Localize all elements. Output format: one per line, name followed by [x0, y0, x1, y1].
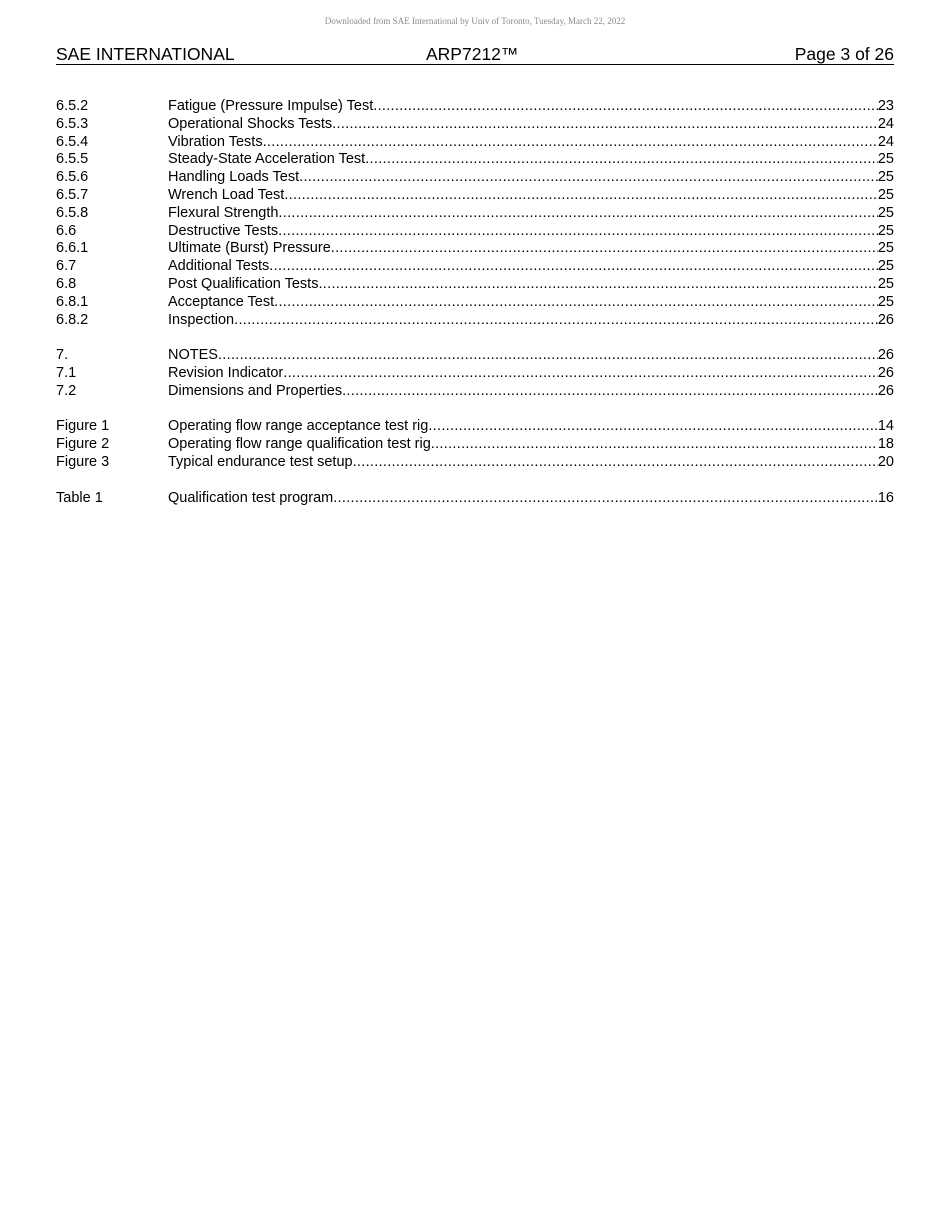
- toc-entry-page: 26: [877, 347, 894, 364]
- toc-entry[interactable]: [56, 347, 894, 365]
- toc-entry-number: 6.8.2: [56, 311, 89, 328]
- page-header: [56, 44, 894, 65]
- toc-spacer: [56, 472, 894, 490]
- toc-entry-number: 6.5.3: [56, 115, 89, 132]
- toc-entry-number: 6.5.8: [56, 204, 89, 221]
- toc-entry-page: 25: [877, 240, 894, 257]
- toc-leader-dots: [278, 223, 878, 241]
- toc-entry-page: 25: [877, 293, 894, 310]
- toc-entry-title: Post Qualification Tests: [168, 275, 319, 292]
- toc-entry[interactable]: [56, 187, 894, 205]
- toc-entry-title: Ultimate (Burst) Pressure: [168, 240, 331, 257]
- toc-entry-number: 7.: [56, 347, 69, 364]
- toc-entry-page: 26: [877, 311, 894, 328]
- toc-entry-number: 7.2: [56, 382, 77, 399]
- toc-leader-dots: [428, 418, 878, 436]
- toc-leader-dots: [263, 134, 878, 152]
- toc-entry-page: 24: [877, 133, 894, 150]
- toc-entry-title: Inspection: [168, 311, 235, 328]
- toc-entry-title: Fatigue (Pressure Impulse) Test: [168, 98, 374, 114]
- toc-leader-dots: [283, 365, 878, 383]
- toc-entry-page: 25: [877, 151, 894, 168]
- toc-leader-dots: [284, 187, 878, 205]
- toc-entry-number: 6.8: [56, 275, 77, 292]
- toc-figure-entry[interactable]: [56, 436, 894, 454]
- toc-leader-dots: [342, 383, 878, 401]
- toc-entry-title: Dimensions and Properties: [168, 382, 343, 399]
- toc-entry-page: 25: [877, 258, 894, 275]
- header-doc-id: ARP7212™: [426, 44, 519, 64]
- toc-entry[interactable]: [56, 205, 894, 223]
- toc-entry-page: 25: [877, 186, 894, 203]
- toc-leader-dots: [431, 436, 878, 454]
- toc-entry-number: 6.5.4: [56, 133, 89, 150]
- toc-leader-dots: [353, 454, 878, 472]
- toc-leader-dots: [218, 347, 878, 365]
- toc-entry-title: Additional Tests: [168, 258, 270, 275]
- toc-entry-title: Qualification test program: [168, 489, 334, 506]
- toc-entry[interactable]: [56, 134, 894, 152]
- toc-entry-page: 25: [877, 204, 894, 221]
- toc-entry-number: 7.1: [56, 364, 77, 381]
- toc-entry[interactable]: [56, 116, 894, 134]
- toc-entry-title: Destructive Tests: [168, 222, 279, 239]
- toc-entry-number: Figure 3: [56, 453, 110, 470]
- toc-leader-dots: [318, 276, 877, 294]
- toc-entry-number: 6.7: [56, 258, 77, 275]
- toc-entry[interactable]: [56, 98, 894, 116]
- toc-entry[interactable]: [56, 240, 894, 258]
- toc-entry-title: Typical endurance test setup: [168, 453, 353, 470]
- toc-entry-title: Handling Loads Test: [168, 169, 300, 186]
- toc-spacer: [56, 329, 894, 347]
- toc-leader-dots: [373, 98, 878, 116]
- toc-entry-number: 6.6.1: [56, 240, 89, 257]
- toc-entry-number: 6.5.6: [56, 169, 89, 186]
- toc-entry-page: 25: [877, 222, 894, 239]
- download-watermark: Downloaded from SAE International by Univ of Toronto, Tuesday, March 22, 2022: [324, 16, 626, 26]
- toc-entry-number: 6.8.1: [56, 293, 89, 310]
- toc-entry-number: Figure 2: [56, 436, 110, 453]
- toc-entry-page: 16: [877, 489, 894, 506]
- toc-leader-dots: [234, 312, 878, 330]
- toc-entry[interactable]: [56, 276, 894, 294]
- toc-spacer: [56, 401, 894, 419]
- toc-entry[interactable]: [56, 294, 894, 312]
- toc-leader-dots: [332, 116, 878, 134]
- toc-entry-number: Table 1: [56, 489, 103, 506]
- toc-figure-entry[interactable]: [56, 418, 894, 436]
- toc-leader-dots: [333, 490, 878, 508]
- toc-entry-page: 26: [877, 364, 894, 381]
- toc-entry-page: 25: [877, 275, 894, 292]
- toc-entry-title: Vibration Tests: [168, 133, 263, 150]
- toc-entry[interactable]: [56, 151, 894, 169]
- toc-entry-number: Figure 1: [56, 418, 110, 435]
- toc-leader-dots: [365, 151, 878, 169]
- toc-leader-dots: [278, 205, 877, 223]
- toc-entry[interactable]: [56, 169, 894, 187]
- toc-entry-page: 20: [877, 453, 894, 470]
- toc-entry-page: 23: [877, 98, 894, 114]
- toc-leader-dots: [269, 258, 878, 276]
- toc-entry-title: Revision Indicator: [168, 364, 284, 381]
- toc-entry-page: 18: [877, 436, 894, 453]
- toc-entry-title: Operating flow range acceptance test rig: [168, 418, 429, 435]
- toc-entry-title: Wrench Load Test: [168, 186, 285, 203]
- toc-figure-entry[interactable]: [56, 454, 894, 472]
- toc-entry-title: Steady-State Acceleration Test: [168, 151, 366, 168]
- toc-entry-title: Acceptance Test: [168, 293, 275, 310]
- toc-entry[interactable]: [56, 365, 894, 383]
- toc-entry-number: 6.5.7: [56, 186, 89, 203]
- toc-entry-number: 6.5.2: [56, 98, 89, 114]
- toc-entry-number: 6.5.5: [56, 151, 89, 168]
- toc-entry[interactable]: [56, 223, 894, 241]
- toc-entry-title: Flexural Strength: [168, 204, 279, 221]
- table-of-contents: [56, 98, 894, 507]
- toc-table-entry[interactable]: [56, 490, 894, 508]
- toc-entry-title: Operational Shocks Tests: [168, 115, 333, 132]
- toc-entry-title: Operating flow range qualification test rig: [168, 436, 431, 453]
- toc-entry-page: 24: [877, 115, 894, 132]
- toc-entry[interactable]: [56, 312, 894, 330]
- toc-entry[interactable]: [56, 258, 894, 276]
- toc-entry-title: NOTES: [168, 347, 218, 364]
- toc-leader-dots: [331, 240, 878, 258]
- toc-leader-dots: [274, 294, 878, 312]
- toc-entry[interactable]: [56, 383, 894, 401]
- toc-entry-page: 25: [877, 169, 894, 186]
- header-page-number: Page 3 of 26: [794, 44, 894, 64]
- toc-entry-number: 6.6: [56, 222, 77, 239]
- header-org: SAE INTERNATIONAL: [56, 44, 235, 64]
- toc-entry-page: 14: [877, 418, 894, 435]
- toc-entry-page: 26: [877, 382, 894, 399]
- toc-leader-dots: [299, 169, 878, 187]
